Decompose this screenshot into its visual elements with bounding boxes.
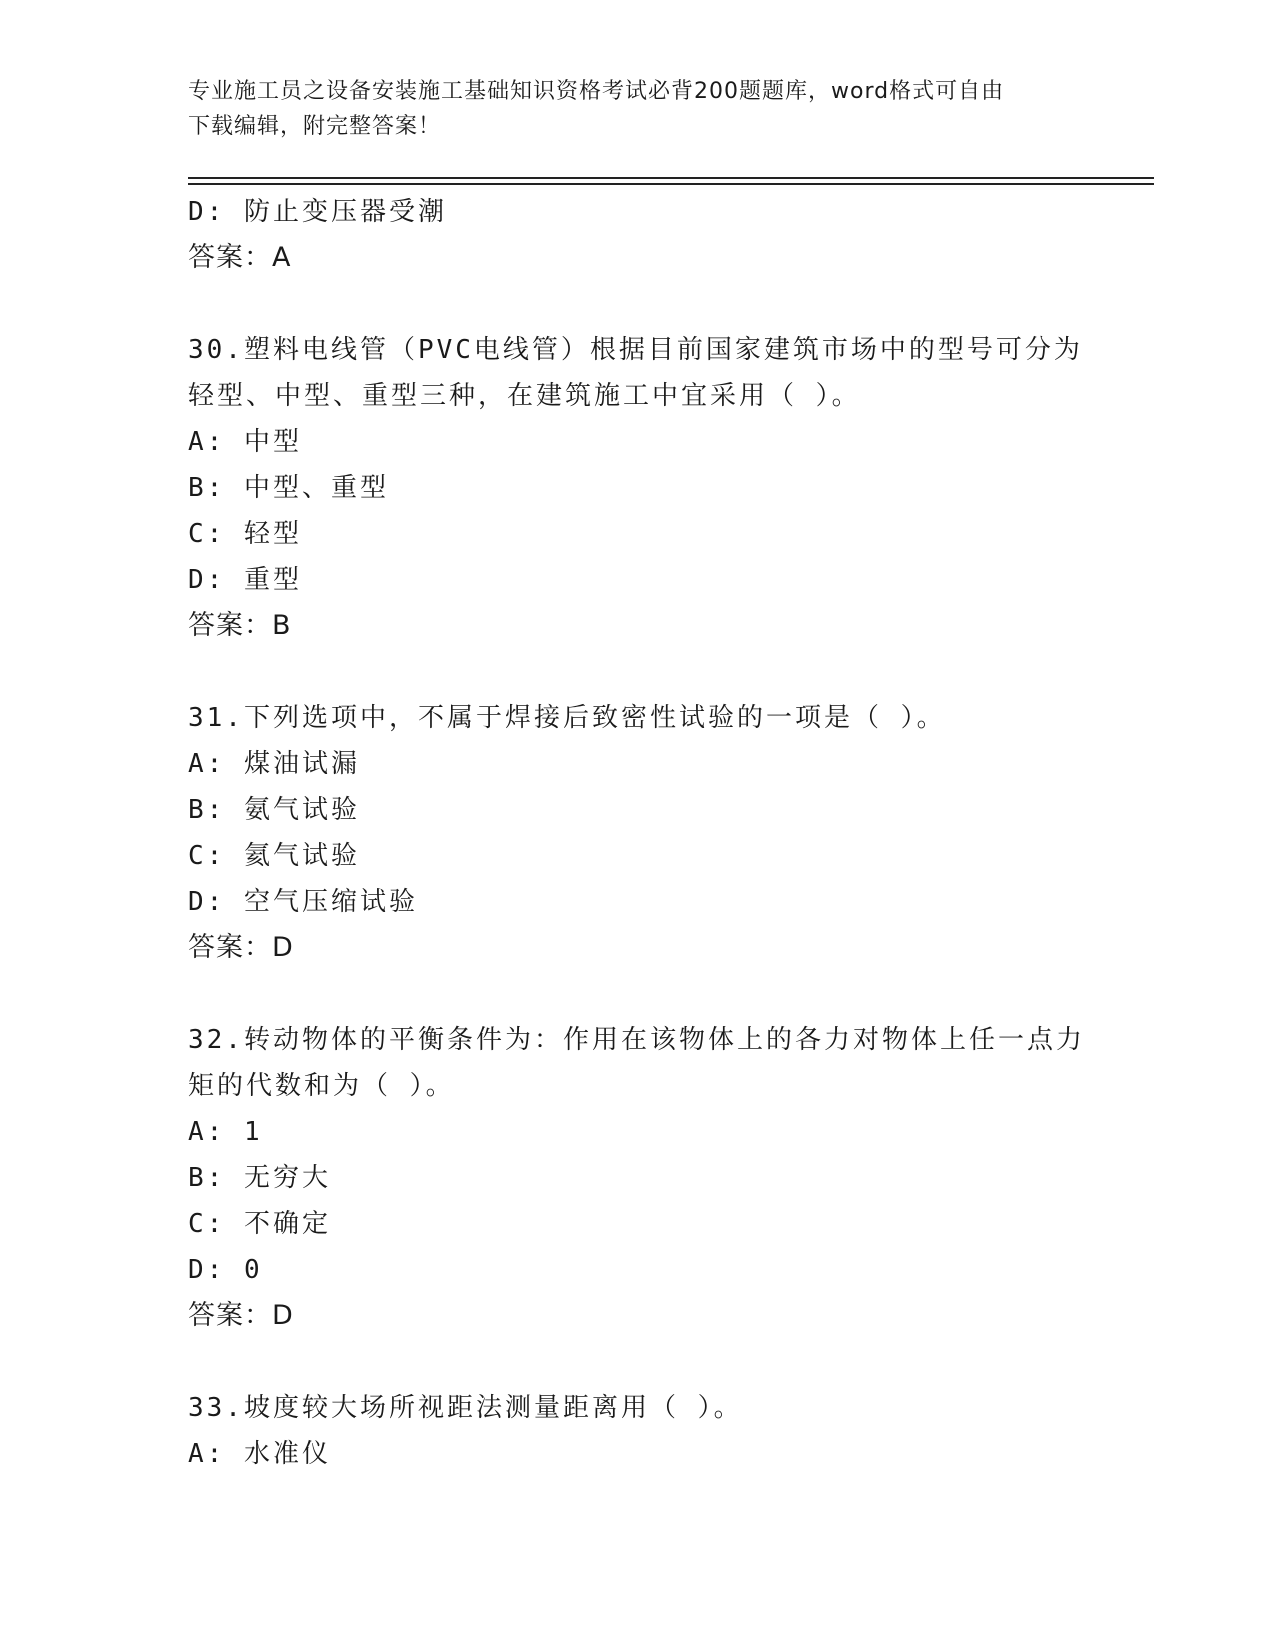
header-divider-top — [188, 177, 1154, 179]
header-line-2: 下载编辑，附完整答案！ — [188, 114, 442, 139]
option-c: C: 不确定 — [188, 1209, 331, 1239]
question-text-cont: 轻型、中型、重型三种，在建筑施工中宜采用（ ）。 — [188, 381, 861, 411]
question-text-cont: 矩的代数和为（ ）。 — [188, 1071, 455, 1101]
option-d: D: 空气压缩试验 — [188, 887, 418, 917]
option-b: B: 氨气试验 — [188, 795, 360, 825]
question-33 — [188, 1385, 1088, 1477]
question-31 — [188, 695, 1088, 971]
answer-line: 答案：D — [188, 932, 294, 963]
option-a: A: 水准仪 — [188, 1439, 331, 1469]
question-text: 32.转动物体的平衡条件为：作用在该物体上的各力对物体上任一点力 — [188, 1025, 1085, 1055]
option-a: A: 1 — [188, 1117, 263, 1147]
option-a: A: 中型 — [188, 427, 302, 457]
question-32 — [188, 1017, 1088, 1339]
question-30 — [188, 327, 1088, 649]
document-header — [188, 74, 1088, 144]
question-text: 31.下列选项中，不属于焊接后致密性试验的一项是（ ）。 — [188, 703, 946, 733]
option-d: D: 重型 — [188, 565, 302, 595]
answer-line: 答案：A — [188, 242, 292, 273]
question-text: 30.塑料电线管（PVC电线管）根据目前国家建筑市场中的型号可分为 — [188, 335, 1083, 365]
header-line-1: 专业施工员之设备安装施工基础知识资格考试必背200题题库，word格式可自由 — [188, 79, 1005, 104]
option-c: C: 氦气试验 — [188, 841, 360, 871]
option-c: C: 轻型 — [188, 519, 302, 549]
option-d: D: 防止变压器受潮 — [188, 197, 447, 227]
option-a: A: 煤油试漏 — [188, 749, 360, 779]
question-list — [188, 189, 1088, 1477]
option-d: D: 0 — [188, 1255, 263, 1285]
option-b: B: 中型、重型 — [188, 473, 389, 503]
question-text: 33.坡度较大场所视距法测量距离用（ ）。 — [188, 1393, 743, 1423]
answer-line: 答案：D — [188, 1300, 294, 1331]
option-b: B: 无穷大 — [188, 1163, 331, 1193]
header-divider-bottom — [188, 183, 1154, 185]
answer-line: 答案：B — [188, 610, 292, 641]
